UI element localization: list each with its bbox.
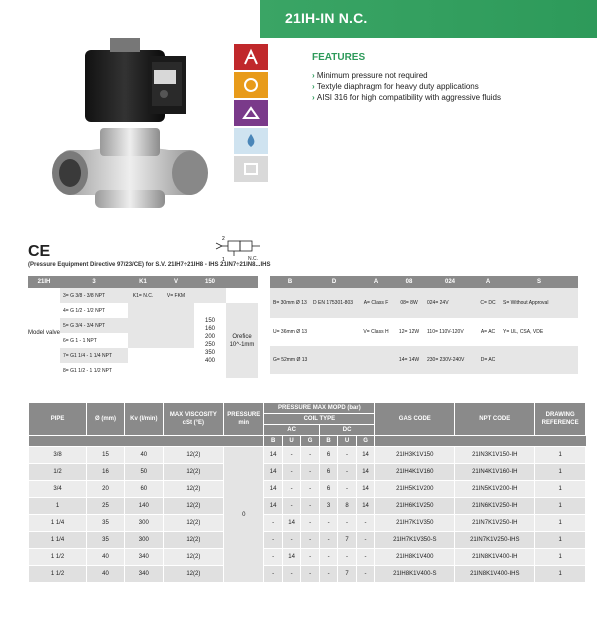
code-header: K1 xyxy=(128,276,158,288)
col-drawing-ref: DRAWING REFERENCE xyxy=(535,403,586,436)
table-row xyxy=(29,515,586,532)
col-kv: Kv (l/min) xyxy=(124,403,163,436)
table-cell: 21IH7K1V350 xyxy=(375,515,455,532)
table-cell: 14 xyxy=(282,549,300,566)
volt-option: 110= 110V-120V xyxy=(424,318,476,346)
table-row xyxy=(29,532,586,549)
table-cell: - xyxy=(301,566,320,583)
feature-item: › Minimum pressure not required xyxy=(312,70,501,81)
code-header: D xyxy=(310,276,358,288)
table-row xyxy=(29,481,586,498)
pipe-option: 7= G1 1/4 - 1 1/4 NPT xyxy=(60,348,128,363)
col-dc-b: B xyxy=(319,436,337,447)
col-dc-g: G xyxy=(356,436,375,447)
table-cell: 14 xyxy=(264,481,282,498)
table-cell: 21IH8K1V400-S xyxy=(375,566,455,583)
valve-photo xyxy=(30,30,230,240)
air-icon xyxy=(234,44,268,70)
table-cell: 21IN7K1V250-IHS xyxy=(455,532,535,549)
orifice-value: 400 xyxy=(204,357,215,364)
table-cell: 21IH3K1V150 xyxy=(375,447,455,464)
feature-item: › AISI 316 for high compatibility with aggressive fluids xyxy=(312,92,501,103)
table-cell: 140 xyxy=(124,498,163,515)
table-cell: 21IH4K1V160 xyxy=(375,464,455,481)
chemical-icon xyxy=(234,100,268,126)
table-cell: 21IN7K1V250-IH xyxy=(455,515,535,532)
table-cell: 12(2) xyxy=(163,447,223,464)
code-header: 3 xyxy=(60,276,128,288)
coil-option: G= 52mm Ø 13 xyxy=(270,346,310,374)
table-cell: 3/8 xyxy=(29,447,87,464)
table-row xyxy=(29,464,586,481)
table-cell: - xyxy=(282,532,300,549)
table-cell: 14 xyxy=(264,447,282,464)
table-cell: - xyxy=(338,447,356,464)
table-cell: - xyxy=(338,549,356,566)
table-cell: 21IH8K1V400 xyxy=(375,549,455,566)
table-cell: 21IH7K1V350-S xyxy=(375,532,455,549)
table-cell: - xyxy=(301,498,320,515)
table-cell: 12(2) xyxy=(163,498,223,515)
table-cell: 21IH6K1V250 xyxy=(375,498,455,515)
table-cell: 25 xyxy=(87,498,125,515)
table-cell: 1 xyxy=(29,498,87,515)
model-label: Model valve xyxy=(28,288,60,378)
class-option: A= Class F xyxy=(358,288,394,318)
table-cell: 12(2) xyxy=(163,566,223,583)
col-mopd: PRESSURE MAX MOPD (bar) xyxy=(264,403,375,414)
col-pressure-min: PRESSURE min xyxy=(224,403,264,436)
code-header: B xyxy=(270,276,310,288)
table-cell: 21IN8K1V400-IHS xyxy=(455,566,535,583)
ce-mark: CE xyxy=(28,243,51,260)
coil-option: B= 30mm Ø 13 xyxy=(270,288,310,318)
table-cell: 40 xyxy=(87,566,125,583)
table-cell: - xyxy=(301,549,320,566)
table-cell: 6 xyxy=(319,481,337,498)
table-cell: 3 xyxy=(319,498,337,515)
table-cell: - xyxy=(301,532,320,549)
table-cell: 14 xyxy=(356,447,375,464)
pressure-min-cell: 0 xyxy=(224,447,264,583)
col-coil-type: COIL TYPE xyxy=(264,414,375,425)
table-cell: - xyxy=(356,515,375,532)
table-cell: - xyxy=(319,515,337,532)
table-cell: - xyxy=(319,549,337,566)
code-table-right xyxy=(270,276,578,374)
table-cell: 14 xyxy=(282,515,300,532)
col-ac: AC xyxy=(264,425,319,436)
table-cell: 14 xyxy=(356,481,375,498)
valve-schematic-icon xyxy=(208,232,268,262)
table-cell: - xyxy=(338,464,356,481)
water-icon xyxy=(234,128,268,154)
table-row xyxy=(29,447,586,464)
table-cell: 35 xyxy=(87,532,125,549)
orifice-value: 250 xyxy=(204,341,215,348)
col-dc: DC xyxy=(319,425,374,436)
table-cell: - xyxy=(301,464,320,481)
curr-option: C= DC xyxy=(476,288,500,318)
orifice-list xyxy=(194,303,226,378)
code-header: A xyxy=(476,276,500,288)
table-cell: - xyxy=(264,566,282,583)
table-cell: 21IH5K1V200 xyxy=(375,481,455,498)
table-cell: 14 xyxy=(356,498,375,515)
volt-option: 024= 24V xyxy=(424,288,476,318)
table-cell: - xyxy=(282,498,300,515)
table-cell: - xyxy=(301,515,320,532)
table-cell: 3/4 xyxy=(29,481,87,498)
table-cell: - xyxy=(301,481,320,498)
appr-option: Y= UL, CSA, VDE xyxy=(500,318,578,346)
pipe-option: 5= G 3/4 - 3/4 NPT xyxy=(60,318,128,333)
features-title: FEATURES xyxy=(312,52,366,63)
table-cell: 40 xyxy=(124,447,163,464)
col-ac-u: U xyxy=(282,436,300,447)
code-header: A xyxy=(358,276,394,288)
col-diameter: Ø (mm) xyxy=(87,403,125,436)
table-row xyxy=(29,566,586,583)
table-cell: 300 xyxy=(124,515,163,532)
ped-text: (Pressure Equipment Directive 97/23/CE) for S.V. 21IH7÷21IH8 - IHS 21IN7÷21IN8...IHS xyxy=(28,262,271,268)
table-cell: 21IN6K1V250-IH xyxy=(455,498,535,515)
table-cell: 40 xyxy=(87,549,125,566)
table-cell: - xyxy=(282,481,300,498)
volt-option: 230= 230V-240V xyxy=(424,346,476,374)
table-cell: 14 xyxy=(264,464,282,481)
table-cell: 1 xyxy=(535,481,586,498)
table-cell: 1 1/4 xyxy=(29,515,87,532)
table-cell: 300 xyxy=(124,532,163,549)
class-option: V= Class H xyxy=(358,318,394,346)
table-cell: 12(2) xyxy=(163,481,223,498)
k1-option: K1= N.C. xyxy=(128,288,158,303)
v-option: V= FKM xyxy=(158,288,194,303)
table-cell: 35 xyxy=(87,515,125,532)
table-cell: - xyxy=(264,532,282,549)
curr-option: D= AC xyxy=(476,346,500,374)
feature-item: › Textyle diaphragm for heavy duty applications xyxy=(312,81,501,92)
steam-icon xyxy=(234,156,268,182)
table-row xyxy=(29,498,586,515)
table-cell: - xyxy=(356,549,375,566)
table-cell: 14 xyxy=(264,498,282,515)
d-option: D EN 175301-803 xyxy=(310,288,358,318)
code-header: 21IH xyxy=(28,276,60,288)
orifice-value: 200 xyxy=(204,333,215,340)
col-npt-code: NPT CODE xyxy=(455,403,535,436)
orifice-value: 150 xyxy=(204,317,215,324)
table-cell: 8 xyxy=(338,498,356,515)
pipe-option: 6= G 1 - 1 NPT xyxy=(60,333,128,348)
code-header: 08 xyxy=(394,276,424,288)
table-cell: 340 xyxy=(124,566,163,583)
table-cell: 6 xyxy=(319,447,337,464)
col-gas-code: GAS CODE xyxy=(375,403,455,436)
specs-table xyxy=(28,402,586,583)
table-cell: 1 xyxy=(535,549,586,566)
table-cell: - xyxy=(319,532,337,549)
table-cell: - xyxy=(282,447,300,464)
table-cell: 1 1/2 xyxy=(29,549,87,566)
col-viscosity: MAX VISCOSITY cSt (°E) xyxy=(163,403,223,436)
table-cell: 21IN8K1V400-IH xyxy=(455,549,535,566)
col-dc-u: U xyxy=(338,436,356,447)
table-cell: 21IN5K1V200-IH xyxy=(455,481,535,498)
table-cell: 340 xyxy=(124,549,163,566)
table-cell: - xyxy=(319,566,337,583)
table-cell: 1 xyxy=(535,498,586,515)
pipe-option: 8= G1 1/2 - 1 1/2 NPT xyxy=(60,363,128,378)
table-cell: - xyxy=(264,515,282,532)
col-pipe: PIPE xyxy=(29,403,87,436)
col-ac-g: G xyxy=(301,436,320,447)
orifice-label: Orefice 10^-1mm xyxy=(226,303,258,378)
table-cell: 7 xyxy=(338,566,356,583)
table-cell: 12(2) xyxy=(163,515,223,532)
table-row xyxy=(29,549,586,566)
specs-table-body xyxy=(29,447,586,583)
table-cell: 12(2) xyxy=(163,464,223,481)
table-cell: 20 xyxy=(87,481,125,498)
table-cell: 21IN3K1V150-IH xyxy=(455,447,535,464)
curr-option: A= AC xyxy=(476,318,500,346)
table-cell: 1 1/2 xyxy=(29,566,87,583)
table-cell: 14 xyxy=(356,464,375,481)
col-ac-b: B xyxy=(264,436,282,447)
table-cell: - xyxy=(356,532,375,549)
orifice-value: 350 xyxy=(204,349,215,356)
coil-option: U= 36mm Ø 13 xyxy=(270,318,310,346)
pipe-option: 3= G 3/8 - 3/8 NPT xyxy=(60,288,128,303)
table-cell: - xyxy=(338,481,356,498)
table-cell: 1 xyxy=(535,447,586,464)
svg-text:1: 1 xyxy=(222,257,225,262)
table-cell: - xyxy=(301,447,320,464)
orifice-value: 160 xyxy=(204,325,215,332)
table-cell: - xyxy=(338,515,356,532)
gas-icon xyxy=(234,72,268,98)
code-header: S xyxy=(500,276,578,288)
table-cell: 60 xyxy=(124,481,163,498)
table-cell: - xyxy=(282,464,300,481)
table-cell: 1 xyxy=(535,532,586,549)
application-icons xyxy=(234,44,268,184)
nc-label: N.C. xyxy=(248,256,258,262)
svg-text:2: 2 xyxy=(222,236,225,242)
watt-option: 12= 12W xyxy=(394,318,424,346)
table-cell: 50 xyxy=(124,464,163,481)
table-cell: 1/2 xyxy=(29,464,87,481)
table-cell: 21IN4K1V160-IH xyxy=(455,464,535,481)
page-title: 21IH-IN N.C. xyxy=(285,10,368,26)
table-cell: - xyxy=(282,566,300,583)
table-cell: 7 xyxy=(338,532,356,549)
code-table-left xyxy=(28,276,258,378)
table-cell: 12(2) xyxy=(163,549,223,566)
code-header: 150 xyxy=(194,276,226,288)
appr-option: S= Without Approval xyxy=(500,288,578,318)
table-cell: 1 xyxy=(535,566,586,583)
table-cell: 15 xyxy=(87,447,125,464)
table-cell: - xyxy=(264,549,282,566)
watt-option: 08= 8W xyxy=(394,288,424,318)
table-cell: 12(2) xyxy=(163,532,223,549)
watt-option: 14= 14W xyxy=(394,346,424,374)
features-list xyxy=(312,70,501,103)
pipe-option: 4= G 1/2 - 1/2 NPT xyxy=(60,303,128,318)
table-cell: 1 xyxy=(535,464,586,481)
table-cell: 6 xyxy=(319,464,337,481)
code-header: V xyxy=(158,276,194,288)
table-cell: 16 xyxy=(87,464,125,481)
code-header: 024 xyxy=(424,276,476,288)
table-cell: 1 xyxy=(535,515,586,532)
table-cell: - xyxy=(356,566,375,583)
table-cell: 1 1/4 xyxy=(29,532,87,549)
